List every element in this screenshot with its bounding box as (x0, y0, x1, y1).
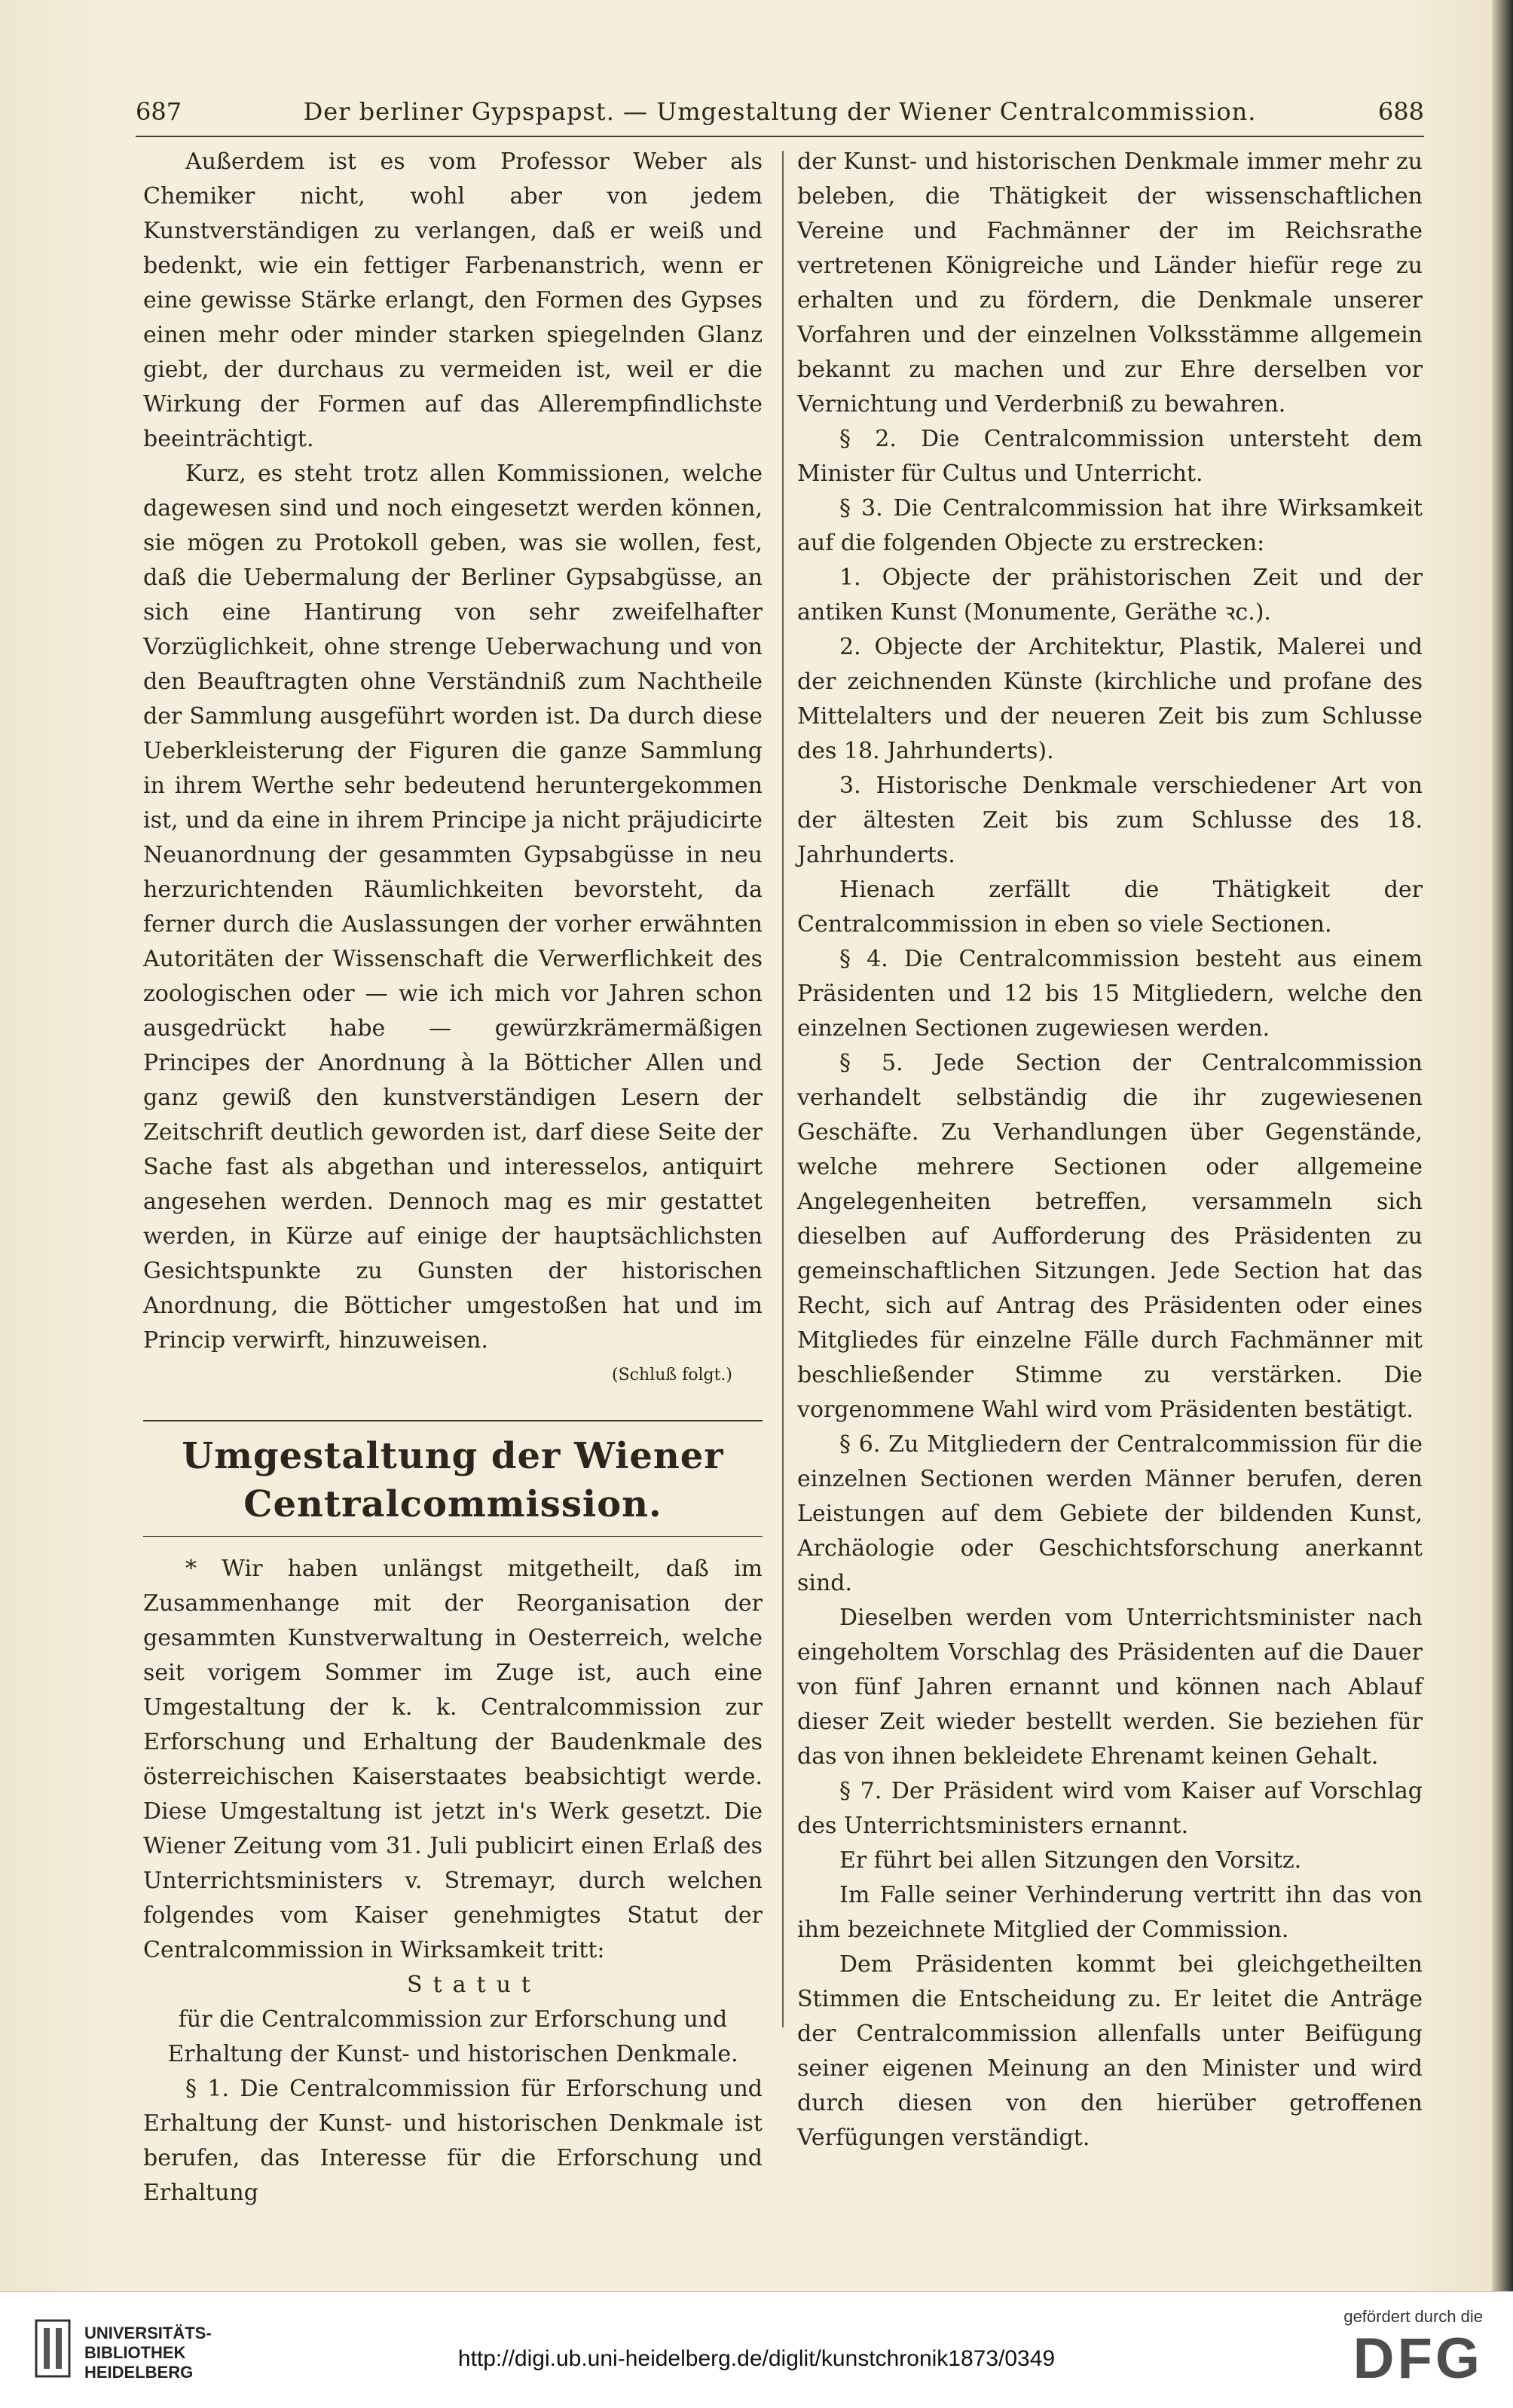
page-edge (1492, 0, 1513, 2291)
intro-paragraph: * Wir haben unlängst mitgetheilt, daß im Zusammenhange mit der Reorganisation der gesammten Kunstverwaltung in Oesterreich, welche seit vorigem Sommer im Zuge ist, auch eine Umgestaltung der k. k. Centralcommission zur Erforschung und Erhaltung der Baudenkmale des österreichischen Kaiserstaates beabsichtigt werde. Diese Umgestaltung ist jetzt in's Werk gesetzt. Die Wiener Zeitung vom 31. Juli publicirt einen Erlaß des Unterrichtsministers v. Stremayr, durch welchen folgendes vom Kaiser genehmigtes Statut der Centralcommission in Wirksamkeit tritt: (143, 1556, 763, 1963)
funder-block (1302, 2307, 1483, 2391)
header-rule (136, 136, 1424, 137)
paragraph: Im Falle seiner Verhinderung vertritt ihn das von ihm bezeichnete Mitglied der Commission. (797, 1882, 1423, 1943)
paragraph: § 6. Zu Mitgliedern der Centralcommission für die einzelnen Sectionen werden Männer berufen, deren Leistungen auf dem Gebiete der bildenden Kunst, Archäologie oder Geschichtsforschung anerkannt sind. (797, 1431, 1423, 1596)
funder-caption: gefördert durch die (1343, 2307, 1483, 2326)
library-name: UNIVERSITÄTS- BIBLIOTHEK HEIDELBERG (84, 2324, 212, 2382)
paragraph: der Kunst- und historischen Denkmale immer mehr zu beleben, die Thätigkeit der wissenschaftlichen Vereine und Fachmänner der im Reichsrathe vertretenen Königreiche und Länder hiefür rege zu erhalten und zu fördern, die Denkmale unserer Vorfahren und der einzelnen Volksstämme allgemein bekannt zu machen und zur Ehre derselben vor Vernichtung und Verderbniß zu bewahren. (797, 148, 1423, 418)
paragraph: § 5. Jede Section der Centralcommission verhandelt selbständig die ihr zugewiesenen Geschäfte. Zu Verhandlungen über Gegenstände, welche mehrere Sectionen oder allgemeine Angelegenheiten betreffen, versammeln sich dieselben auf Aufforderung des Präsidenten zu gemeinschaftlichen Sitzungen. Jede Section hat das Recht, sich auf Antrag des Präsidenten oder eines Mitgliedes für einzelne Fälle durch Fachmänner mit beschließender Stimme zu verstärken. Die vorgenommene Wahl wird vom Präsidenten bestätigt. (797, 1050, 1423, 1423)
page-header (136, 89, 1424, 134)
statut-heading: Statut (407, 1972, 541, 1998)
left-column (143, 145, 763, 2211)
paragraph: Kurz, es steht trotz allen Kommissionen, welche dagewesen sind und noch eingesetzt werden können, sie mögen zu Protokoll geben, was sie wollen, fest, daß die Uebermalung der Berliner Gypsabgüsse, an sich eine Hantirung von sehr zweifelhafter Vorzüglichkeit, ohne strenge Ueberwachung und von den Beauftragten ohne Verständniß zum Nachtheile der Sammlung ausgeführt worden ist. Da durch diese Ueberkleisterung der Figuren die ganze Sammlung in ihrem Werthe sehr bedeutend heruntergekommen ist, und da eine in ihrem Principe ja nicht präjudicirte Neuanordnung der gesammten Gypsabgüsse in neu herzurichtenden Räumlichkeiten bevorsteht, da ferner durch die Auslassungen der vorher erwähnten Autoritäten der Wissenschaft die Verwerflichkeit des zoologischen oder — wie ich mich vor Jahren schon ausgedrückt habe — gewürzkrämermäßigen Principes der Anordnung à la Bötticher Allen und ganz gewiß den kunstverständigen Lesern der Zeitschrift deutlich geworden ist, darf diese Seite der Sache fast als abgethan und interesselos, antiquirt angesehen werden. Dennoch mag es mir gestattet werden, in Kürze auf einige der hauptsächlichsten Gesichtspunkte zu Gunsten der historischen Anordnung, die Bötticher umgestoßen hat und im Princip verwirft, hinzuweisen. (143, 460, 763, 1354)
statut-subtitle: für die Centralcommission zur Erforschung und Erhaltung der Kunst- und historischen Denkmale. (167, 2006, 738, 2067)
paragraph: § 7. Der Präsident wird vom Kaiser auf Vorschlag des Unterrichtsministers ernannt. (797, 1778, 1423, 1839)
footer-bar (0, 2291, 1513, 2408)
page-number-right: 688 (1377, 97, 1424, 126)
paragraph: 2. Objecte der Architektur, Plastik, Malerei und der zeichnenden Künste (kirchliche und profane des Mittelalters und der neueren Zeit bis zum Schlusse des 18. Jahrhunderts). (797, 634, 1423, 764)
running-title: Der berliner Gypspapst. — Umgestaltung der Wiener Centralcommission. (303, 97, 1257, 126)
section-rule (143, 1420, 763, 1421)
paragraph: Dieselben werden vom Unterrichtsminister nach eingeholtem Vorschlag des Präsidenten auf die Dauer von fünf Jahren ernannt und können nach Ablauf dieser Zeit wieder bestellt werden. Sie beziehen für das von ihnen bekleidete Ehrenamt keinen Gehalt. (797, 1605, 1423, 1770)
right-column (797, 145, 1423, 2156)
paragraph-section-1: § 1. Die Centralcommission für Erforschung und Erhaltung der Kunst- und historischen Denkmale ist berufen, das Interesse für die Erforschung und Erhaltung (143, 2076, 763, 2206)
dfg-logo: DFG (1353, 2327, 1483, 2391)
paragraph: § 4. Die Centralcommission besteht aus einem Präsidenten und 12 bis 15 Mitgliedern, welche den einzelnen Sectionen zugewiesen werden. (797, 946, 1423, 1042)
paragraph: Hienach zerfällt die Thätigkeit der Centralcommission in eben so viele Sectionen. (797, 877, 1423, 938)
closing-note: (Schluß folgt.) (612, 1366, 732, 1385)
page-number-left: 687 (136, 97, 182, 126)
paragraph: Dem Präsidenten kommt bei gleichgetheilten Stimmen die Entscheidung zu. Er leitet die Anträge der Centralcommission allenfalls unter Beifügung seiner eigenen Meinung an den Minister und wird durch diesen von den hierüber getroffenen Verfügungen verständigt. (797, 1951, 1423, 2151)
paragraph: Außerdem ist es vom Professor Weber als Chemiker nicht, wohl aber von jedem Kunstverständigen zu verlangen, daß er weiß und bedenkt, wie ein fettiger Farbenanstrich, wenn er eine gewisse Stärke erlangt, den Formen des Gypses einen mehr oder minder starken spiegelnden Glanz giebt, der durchaus zu vermeiden ist, weil er die Wirkung der Formen auf das Allerempfindlichste beeinträchtigt. (143, 148, 763, 452)
paragraph: § 3. Die Centralcommission hat ihre Wirksamkeit auf die folgenden Objecte zu erstrecken: (797, 495, 1423, 556)
paragraph: Er führt bei allen Sitzungen den Vorsitz. (839, 1847, 1302, 1874)
source-url-link[interactable]: http://digi.ub.uni-heidelberg.de/diglit/kunstchronik1873/0349 (457, 2346, 1056, 2371)
section-rule-thin (143, 1536, 763, 1537)
section-title: Umgestaltung der Wiener Centralcommission. (182, 1435, 724, 1525)
paragraph: 3. Historische Denkmale verschiedener Art von der ältesten Zeit bis zum Schlusse des 18. Jahrhunderts. (797, 773, 1423, 868)
column-divider (782, 151, 784, 2027)
paragraph: § 2. Die Centralcommission untersteht dem Minister für Cultus und Unterricht. (797, 426, 1423, 487)
paragraph: 1. Objecte der prähistorischen Zeit und der antiken Kunst (Monumente, Geräthe ꝛc.). (797, 565, 1423, 626)
